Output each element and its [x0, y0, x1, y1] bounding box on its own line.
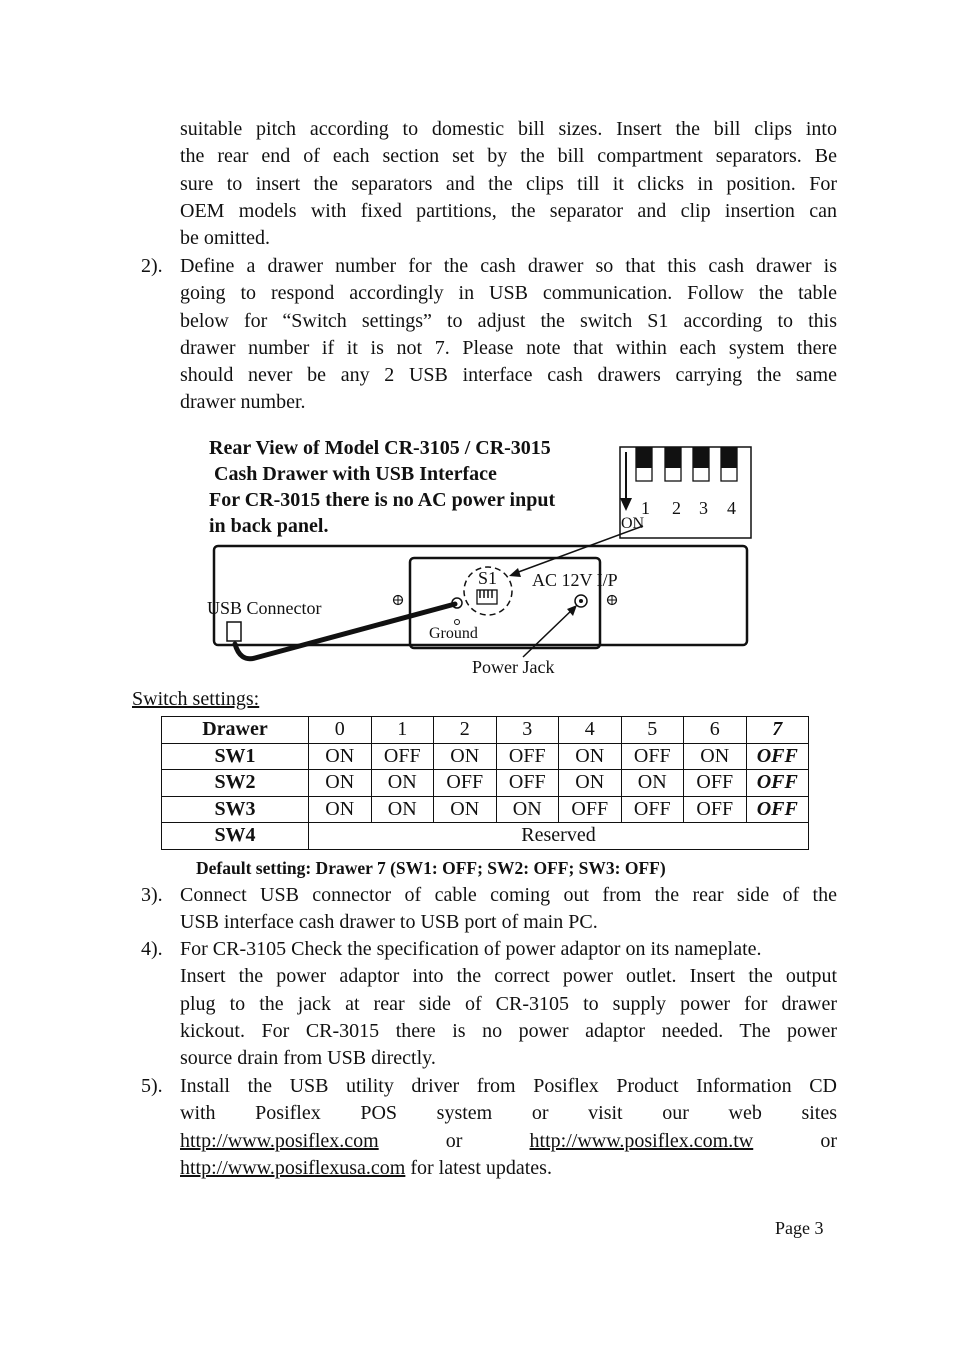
table-cell: OFF — [621, 743, 684, 770]
table-cell: OFF — [496, 743, 559, 770]
table-cell: OFF — [746, 770, 809, 797]
ground-label: Ground — [429, 625, 478, 642]
text-line: below for “Switch settings” to adjust the switch S1 according to this — [180, 309, 837, 332]
text-line: going to respond accordingly in USB communication. Follow the table — [180, 282, 837, 305]
default-setting-note: Default setting: Drawer 7 (SW1: OFF; SW2: OFF; SW3: OFF) — [196, 858, 666, 878]
text-line: Connect USB connector of cable coming out from the rear side of the — [180, 884, 837, 906]
text-line: plug to the jack at rear side of CR-3105 to supply power for drawer — [180, 992, 837, 1015]
table-row — [162, 823, 809, 850]
table-cell: ON — [496, 796, 559, 823]
table-cell: ON — [559, 743, 622, 770]
table-cell: SW3 — [162, 796, 309, 823]
ground-hole — [455, 620, 460, 625]
table-cell: OFF — [371, 743, 434, 770]
table-cell: ON — [309, 770, 372, 797]
screw-left — [394, 596, 403, 605]
on-arrow-head — [620, 498, 632, 511]
text-line: drawer number if it is not 7. Please note that within each system there — [180, 336, 837, 359]
step-5-paragraph — [180, 1073, 837, 1182]
dip-number-4: 4 — [727, 498, 736, 518]
links-line — [180, 1128, 837, 1155]
or-text: or — [820, 1129, 837, 1152]
posiflexusa-com-link[interactable]: http://www.posiflexusa.com — [180, 1156, 406, 1179]
table-cell: SW2 — [162, 770, 309, 797]
table-cell: ON — [309, 796, 372, 823]
table-cell: 5 — [621, 717, 684, 744]
table-cell: OFF — [434, 770, 497, 797]
dip-on-label: ON — [621, 515, 645, 532]
table-cell: OFF — [496, 770, 559, 797]
table-cell: ON — [434, 796, 497, 823]
step-4-paragraph — [180, 936, 843, 1072]
posiflex-com-tw-link[interactable]: http://www.posiflex.com.tw — [529, 1129, 754, 1152]
table-cell: OFF — [559, 796, 622, 823]
table-cell: 6 — [684, 717, 747, 744]
text-line: be omitted. — [180, 227, 270, 250]
step-number: 4). — [141, 938, 163, 960]
table-cell: Drawer — [162, 717, 309, 744]
screw-right — [608, 596, 617, 605]
table-cell: ON — [559, 770, 622, 797]
table-row — [162, 717, 809, 744]
text-line: Define a drawer number for the cash drawer so that this cash drawer is — [180, 255, 837, 277]
table-cell: SW4 — [162, 823, 309, 850]
table-cell: OFF — [684, 770, 747, 797]
text-line: the rear end of each section set by the bill compartment separators. Be — [180, 145, 837, 168]
text-line: should never be any 2 USB interface cash drawers carrying the same — [180, 364, 837, 387]
power-jack-pin — [579, 599, 583, 603]
text-line: drawer number. — [180, 391, 306, 414]
updates-text: for latest updates. — [405, 1156, 552, 1179]
diagram-title-line: Rear View of Model CR-3105 / CR-3015 — [209, 437, 551, 459]
table-cell: 3 — [496, 717, 559, 744]
rear-view-diagram — [195, 432, 765, 682]
page-number: Page 3 — [775, 1218, 824, 1238]
table-cell: ON — [684, 743, 747, 770]
diagram-title-line: Cash Drawer with USB Interface — [209, 463, 497, 485]
usb-connector-plug — [227, 622, 241, 641]
table-cell: OFF — [684, 796, 747, 823]
table-cell: OFF — [746, 743, 809, 770]
diagram-title-line: in back panel. — [209, 515, 329, 537]
pointer-power-jack — [523, 608, 574, 657]
step-3-paragraph — [180, 882, 837, 937]
table-cell: 1 — [371, 717, 434, 744]
text-line: For CR-3105 Check the specification of power adaptor on its nameplate. — [180, 938, 762, 960]
table-cell: ON — [371, 770, 434, 797]
table-cell: 2 — [434, 717, 497, 744]
text-line: sure to insert the separators and the clips till it clicks in position. For — [180, 172, 837, 195]
step-number: 5). — [141, 1075, 163, 1097]
dip-number-3: 3 — [699, 498, 708, 518]
table-cell: ON — [434, 743, 497, 770]
table-cell-reserved: Reserved — [309, 823, 809, 850]
table-cell: ON — [309, 743, 372, 770]
text-line: USB interface cash drawer to USB port of main PC. — [180, 911, 598, 934]
dip-switch-toggles — [636, 448, 737, 481]
table-row — [162, 796, 809, 823]
table-cell: 7 — [746, 717, 809, 744]
ac-input-label: AC 12V I/P — [532, 570, 618, 590]
text-line: with Posiflex POS system or visit our web sites — [180, 1102, 837, 1125]
text-line — [180, 1155, 837, 1182]
text-line: Insert the power adaptor into the correct power outlet. Insert the output — [180, 965, 837, 988]
text-line: suitable pitch according to domestic bill sizes. Insert the bill clips into — [180, 118, 837, 140]
table-cell: ON — [371, 796, 434, 823]
text-line: Install the USB utility driver from Posiflex Product Information CD — [180, 1075, 837, 1097]
text-line: OEM models with fixed partitions, the separator and clip insertion can — [180, 199, 837, 222]
step-number: 3). — [141, 884, 163, 906]
intro-paragraph — [180, 116, 837, 252]
text-line: kickout. For CR-3015 there is no power adaptor needed. The power — [180, 1019, 837, 1042]
table-cell: ON — [621, 770, 684, 797]
table-row — [162, 770, 809, 797]
table-cell: 0 — [309, 717, 372, 744]
dip-number-1: 1 — [641, 498, 650, 518]
table-row — [162, 743, 809, 770]
switch-settings-title: Switch settings: — [132, 688, 260, 710]
pointer-dip-to-s1 — [513, 526, 643, 574]
step-number: 2). — [141, 255, 163, 277]
text-line: source drain from USB directly. — [180, 1047, 436, 1070]
table-cell: 4 — [559, 717, 622, 744]
table-cell: SW1 — [162, 743, 309, 770]
step-2-paragraph — [180, 253, 837, 417]
s1-label: S1 — [478, 568, 498, 588]
dip-number-2: 2 — [672, 498, 681, 518]
power-jack-label: Power Jack — [472, 657, 555, 677]
usb-connector-label: USB Connector — [207, 598, 322, 618]
switch-settings-table — [161, 716, 809, 850]
table-cell: OFF — [746, 796, 809, 823]
diagram-title-line: For CR-3015 there is no AC power input — [209, 489, 556, 511]
or-text: or — [445, 1129, 463, 1152]
posiflex-com-link[interactable]: http://www.posiflex.com — [180, 1129, 379, 1152]
table-cell: OFF — [621, 796, 684, 823]
